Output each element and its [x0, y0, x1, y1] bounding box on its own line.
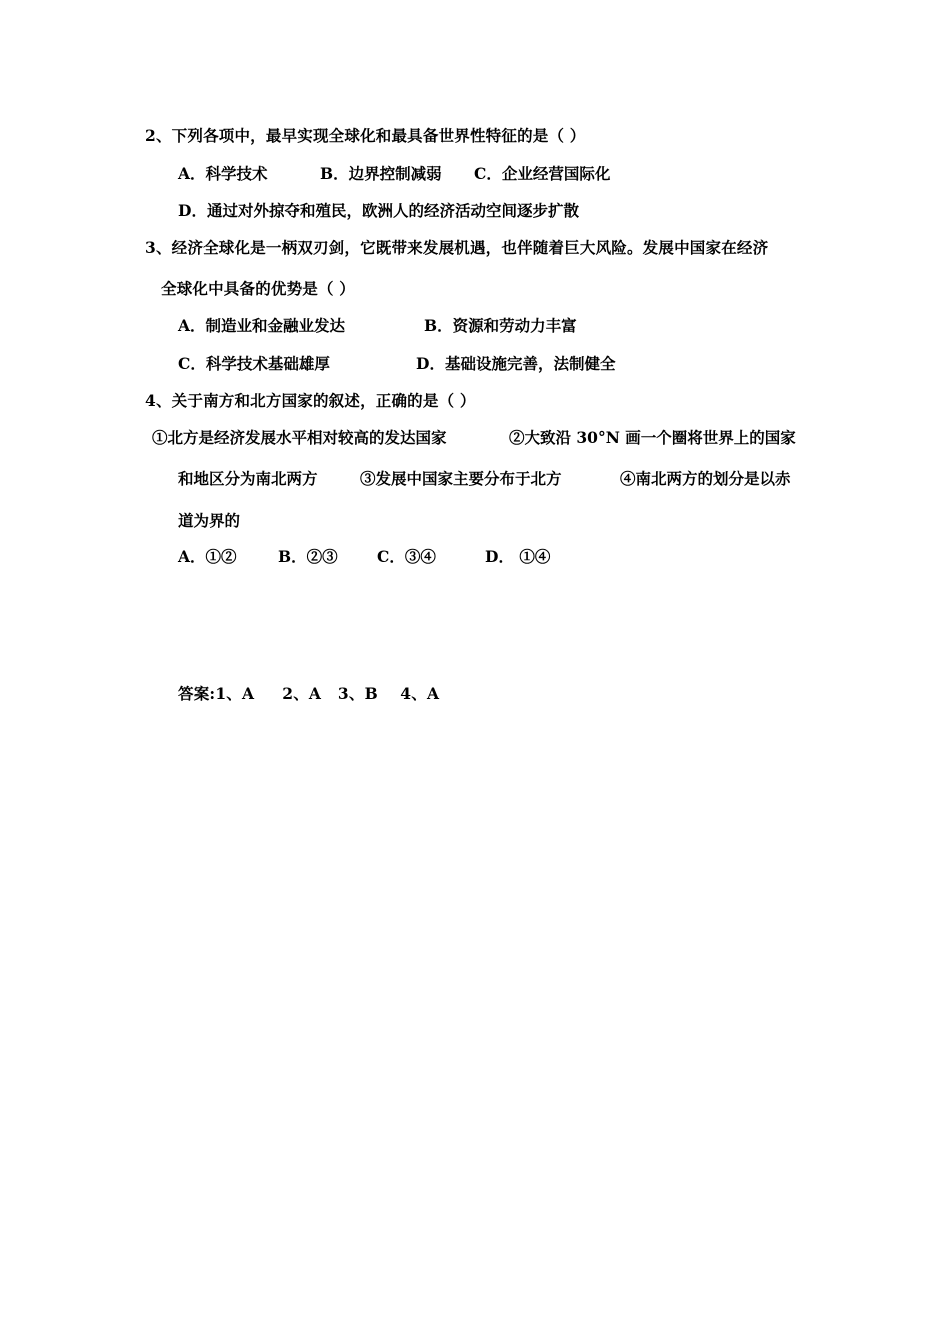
- question-4-option-a: A．①②: [178, 547, 237, 566]
- question-2-stem: 2、下列各项中，最早实现全球化和最具备世界性特征的是（ ）: [145, 126, 586, 145]
- question-4-option-d: D． ①④: [485, 547, 551, 566]
- question-3-option-c: C．科学技术基础雄厚: [178, 354, 330, 373]
- question-3-stem-line2: 全球化中具备的优势是（ ）: [161, 279, 355, 298]
- question-2-option-d: D．通过对外掠夺和殖民，欧洲人的经济活动空间逐步扩散: [178, 201, 579, 220]
- question-4-stem: 4、关于南方和北方国家的叙述，正确的是（ ）: [145, 391, 476, 410]
- question-4-statement-3: ③发展中国家主要分布于北方: [360, 469, 562, 488]
- question-2-option-a: A．科学技术: [178, 164, 268, 183]
- question-4-statement-1: ①北方是经济发展水平相对较高的发达国家: [152, 428, 447, 447]
- question-3-stem-line1: 3、经济全球化是一柄双刃剑，它既带来发展机遇，也伴随着巨大风险。发展中国家在经济: [145, 238, 769, 257]
- question-3-option-a: A．制造业和金融业发达: [178, 316, 346, 335]
- question-4-option-b: B．②③: [278, 547, 338, 566]
- question-4-option-c: C．③④: [377, 547, 436, 566]
- question-4-statement-4-cont: 道为界的: [178, 511, 241, 530]
- question-4-statement-4: ④南北两方的划分是以赤: [620, 469, 791, 488]
- question-3-option-d: D．基础设施完善，法制健全: [416, 354, 616, 373]
- question-2-option-b: B．边界控制减弱: [320, 164, 442, 183]
- question-3-option-b: B．资源和劳动力丰富: [424, 316, 577, 335]
- question-4-statement-2-cont: 和地区分为南北两方: [178, 469, 318, 488]
- question-2-option-c: C．企业经营国际化: [474, 164, 611, 183]
- question-4-statement-2: ②大致沿 30°N 画一个圈将世界上的国家: [509, 428, 796, 447]
- answer-key: 答案:1、A 2、A 3、B 4、A: [178, 684, 440, 703]
